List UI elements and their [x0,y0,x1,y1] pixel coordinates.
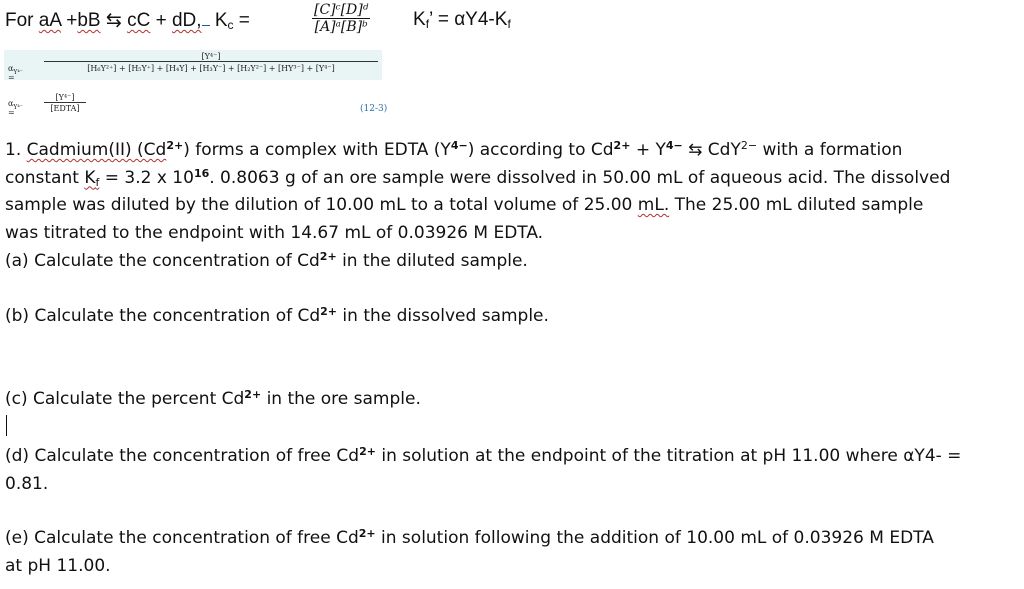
part-e: (e) Calculate the concentration of free $Cd^{2+}$ in solution following the addition of 10.00 mL of 0.03926 M EDTA at pH 11.00. [5,527,934,576]
kc-fraction [312,2,370,35]
kf-prime-expression: $K_f$’ = $\alpha Y4-K_f$ [413,9,511,31]
alpha1-numerator: [Y⁴⁻] [44,52,378,62]
term-bB: bB [77,10,101,31]
alpha2-denominator: [EDTA] [50,104,80,113]
alpha1-denominator: [H₆Y²⁺] + [H₅Y⁺] + [H₄Y] + [H₃Y⁻] + [H₂Y²⁻] + [HY³⁻] + [Y⁴⁻] [87,64,335,73]
part-c: (c) Calculate the percent $Cd^{2+}$ in the ore sample. [5,388,421,409]
plus-sign: + [60,10,78,31]
term-dD: dD, [171,10,202,31]
part-b: (b) Calculate the concentration of $Cd^{2+}$ in the dissolved sample. [5,305,549,326]
equilibrium-arrow: ⇆ [100,10,128,31]
problem-line-1: 1. Cadmium(II) $(Cd^{2+})$ forms a complex with EDTA $(Y^{4-})$ according to $Cd^{2+} + Y^{4-}$ ⇆ CdY$^{2-}$ with a formation [5,139,903,160]
term-cC: cC [127,10,151,31]
part-a: (a) Calculate the concentration of $Cd^{2+}$ in the diluted sample. [5,250,528,271]
problem-line-4: was titrated to the endpoint with 14.67 mL of 0.03926 M EDTA. [5,222,544,243]
reaction-prefix: For [5,10,39,31]
plus-sign: + [150,10,172,31]
problem-line-2: constant $K_f = 3.2$ x $10^{16}$. 0.8063 g of an ore sample were dissolved in 50.00 mL of aqueous acid. The dissolved [5,166,951,189]
alpha2-numerator: [Y⁴⁻] [44,93,86,103]
reaction-header [5,9,250,32]
kc-label: $K_c$ [214,10,234,32]
problem-line-3: sample was diluted by the dilution of 10.00 mL to a total volume of 25.00 mL. The 25.00 mL diluted sample [5,195,924,215]
text-cursor [6,415,7,436]
problem-statement [5,137,950,247]
term-aA: aA [38,10,61,31]
part-d: (d) Calculate the concentration of free $Cd^{2+}$ in solution at the endpoint of the titration at pH 11.00 where αY4- = 0.81. [5,445,962,494]
kc-numerator: [C]ᶜ[D]ᵈ [314,2,369,18]
kc-equals: = [233,10,250,31]
kc-denominator: [A]ᵃ[B]ᵇ [314,19,368,35]
equation-number: (12-3) [360,104,388,114]
